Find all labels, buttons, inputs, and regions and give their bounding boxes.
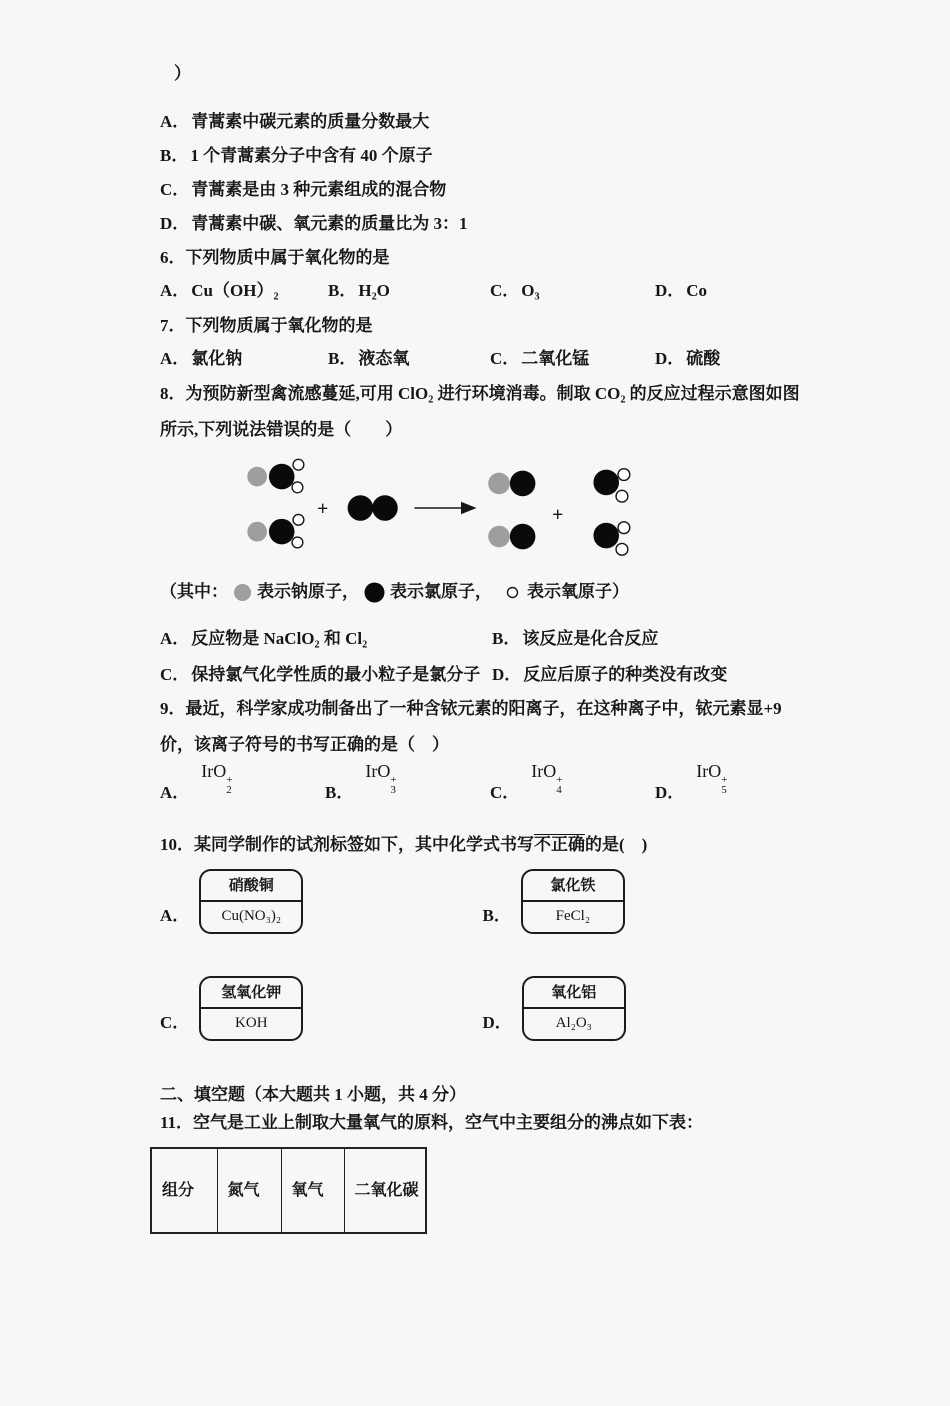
option-letter: A． [160,349,190,368]
oxygen-atom [292,482,303,493]
option-letter: A． [160,281,190,300]
q9-option-d [655,761,728,803]
oxygen-atom [292,537,303,548]
chlorine-atom [593,470,619,496]
table-cell-nitrogen: 氮气 [217,1148,281,1233]
option-text: H₂O [358,281,390,300]
q6-option-a [160,279,328,303]
ion-subscript: 5 [721,784,727,796]
option-text: Co [686,281,708,300]
nacl-molecule-1 [488,471,535,497]
sodium-atom [488,473,510,495]
chlorine-atom [269,519,295,545]
q8-options-row2 [160,663,805,687]
nacl-molecule-2 [488,524,535,550]
table-row [151,1148,426,1233]
option-letter: C． [490,783,520,802]
reagent-label-box [521,869,625,934]
chlorine-atom [593,523,619,549]
ion-base: IrO [365,761,391,781]
q6-options [160,279,805,303]
q8-option-c [160,663,492,687]
option-text: 反应后原子的种类没有改变 [523,665,728,684]
option-text: 硫酸 [686,349,721,368]
reagent-name: 氧化铝 [524,978,624,1009]
legend-chlorine-label: 表示氯原子， [390,582,492,601]
option-letter: C． [160,1013,190,1032]
legend-sodium-label: 表示钠原子， [257,582,359,601]
q9-option-c [490,761,655,803]
oxygen-atom [618,469,630,481]
option-letter: B． [482,906,511,925]
section2-header: 二、填空题（本大题共 1 小题，共 4 分） [160,1085,466,1104]
ion-scripts [390,775,396,795]
reagent-label-box [199,976,303,1041]
oxygen-atom [293,514,304,525]
q7-option-d [655,347,805,371]
q11-stem: 11．空气是工业上制取大量氧气的原料，空气中主要组分的沸点如下表： [160,1113,704,1132]
q5-option-d [160,212,805,236]
exam-page [160,62,805,1234]
ion-base: IrO [696,761,722,781]
option-letter: C． [490,349,520,368]
option-text: 液态氧 [358,349,410,368]
q10-option-a [160,869,483,934]
ion-formula [531,761,562,795]
ion-superscript: + [390,774,397,786]
option-letter: B． [492,629,521,648]
ion-formula [696,761,727,795]
q8-stem-line2: 所示,下列说法错误的是（ ） [160,420,403,439]
oxygen-atom [616,543,628,555]
option-letter: A． [160,906,190,925]
reagent-name: 氯化铁 [523,871,623,902]
reagent-formula: FeCl₂ [555,908,591,924]
q5-option-a [160,110,805,134]
cl2-molecule [348,495,398,521]
option-text: 二氧化锰 [521,349,590,368]
option-letter: B． [325,783,354,802]
sodium-atom [247,467,267,487]
reagent-formula: Cu(NO₃)₂ [221,908,282,924]
q6-option-b [328,279,490,303]
option-letter: A． [160,629,190,648]
option-letter: C． [490,281,520,300]
q10-label-row1 [160,869,805,934]
q8-option-a [160,627,492,651]
reagent-label-box [199,869,303,934]
option-letter: C． [160,665,190,684]
q6-stem: 6．下列物质中属于氧化物的是 [160,248,390,267]
reagent-formula: Al₂O₃ [555,1015,592,1031]
q9-stem-line2: 价，该离子符号的书写正确的是（ ） [160,735,449,754]
q10-option-b [483,869,806,934]
q9-option-a [160,761,325,803]
stem-text: 的是( ) [585,835,648,854]
option-text: 青蒿素中碳元素的质量分数最大 [191,112,430,131]
q9-options [160,761,805,803]
option-letter: B． [328,281,357,300]
option-text: 反应物是 NaClO₂ 和 Cl₂ [191,629,368,648]
option-letter: A． [160,783,190,802]
q7-option-b [328,347,490,371]
q10-option-c [160,976,483,1041]
q6-option-d [655,279,805,303]
reagent-label-box [522,976,626,1041]
option-letter: D． [655,349,685,368]
stem-emphasis: 不正确 [534,835,585,854]
q6-option-c [490,279,655,303]
ion-subscript: 2 [226,784,232,796]
q8-stem-line1: 8．为预防新型禽流感蔓延,可用 ClO₂ 进行环境消毒。制取 CO₂ 的反应过程示意图如图 [160,384,800,403]
oxygen-atom [618,522,630,534]
option-letter: C． [160,180,190,199]
q9-option-b [325,761,490,803]
table-cell-component: 组分 [151,1148,217,1233]
clo2-molecule-2 [593,522,629,555]
reagent-name: 氢氧化钾 [201,978,301,1009]
chlorine-atom [510,524,536,550]
ion-superscript: + [721,774,728,786]
q10-option-d [483,976,806,1041]
ion-formula [365,761,396,795]
option-letter: B． [328,349,357,368]
option-text: 青蒿素中碳、氧元素的质量比为 3：1 [191,214,468,233]
q8-options-row1 [160,627,805,651]
q10-stem [160,833,805,857]
ion-superscript: + [556,774,563,786]
reagent-formula: KOH [235,1015,268,1031]
ion-scripts [721,775,727,795]
q5-option-b [160,144,805,168]
option-letter: D． [655,281,685,300]
q9-stem-line1: 9．最近，科学家成功制备出了一种含铱元素的阳离子，在这种离子中，铱元素显+9 [160,699,782,718]
oxygen-atom [293,459,304,470]
q10-label-row2 [160,976,805,1041]
atom-legend [160,579,805,605]
chlorine-atom [348,495,374,521]
sodium-atom-icon [233,583,252,602]
sodium-atom [247,522,267,542]
q7-stem: 7．下列物质属于氧化物的是 [160,316,373,335]
q7-option-a [160,347,328,371]
q5-option-c [160,178,805,202]
option-text: 该反应是化合反应 [522,629,659,648]
chlorine-atom-icon [364,582,385,603]
table-cell-carbon-dioxide: 二氧化碳 [344,1148,426,1233]
option-letter: D． [492,665,522,684]
table-cell-oxygen: 氧气 [281,1148,344,1233]
q7-options [160,347,805,371]
option-text: 青蒿素是由 3 种元素组成的混合物 [191,180,447,199]
plus-sign: + [317,497,329,520]
ion-formula [201,761,232,795]
chlorine-atom [372,495,398,521]
option-text: Cu（OH）₂ [191,281,279,300]
sodium-atom [488,526,510,548]
reagent-name: 硝酸铜 [201,871,301,902]
option-text: 1 个青蒿素分子中含有 40 个原子 [190,146,433,165]
stem-text: 10．某同学制作的试剂标签如下，其中化学式书写 [160,835,534,854]
option-letter: D． [655,783,685,802]
ion-base: IrO [531,761,557,781]
ion-scripts [556,775,562,795]
option-letter: D． [160,214,190,233]
continuation-close-paren: ） [174,64,191,83]
q8-option-b [492,627,805,651]
legend-prefix: （其中： [160,582,228,601]
ion-superscript: + [226,774,233,786]
option-letter: D． [482,1013,512,1032]
plus-sign: + [552,503,564,526]
option-letter: B． [160,146,189,165]
option-text: O₃ [521,281,540,300]
q8-option-d [492,663,805,687]
option-letter: A． [160,112,190,131]
chlorine-atom [269,464,295,490]
ion-base: IrO [201,761,227,781]
ion-scripts [226,775,232,795]
naclo2-molecule-1 [247,459,304,492]
ion-subscript: 3 [390,784,396,796]
ion-subscript: 4 [556,784,562,796]
option-text: 氯化钠 [191,349,243,368]
reaction-diagram [202,450,682,568]
naclo2-molecule-2 [247,514,304,547]
clo2-molecule-1 [593,469,629,502]
legend-oxygen-label: 表示氧原子） [527,582,629,601]
boiling-point-table [150,1147,427,1234]
option-text: 保持氯气化学性质的最小粒子是氯分子 [191,665,481,684]
oxygen-atom-icon [506,586,519,599]
q7-option-c [490,347,655,371]
chlorine-atom [510,471,536,497]
oxygen-atom [616,490,628,502]
